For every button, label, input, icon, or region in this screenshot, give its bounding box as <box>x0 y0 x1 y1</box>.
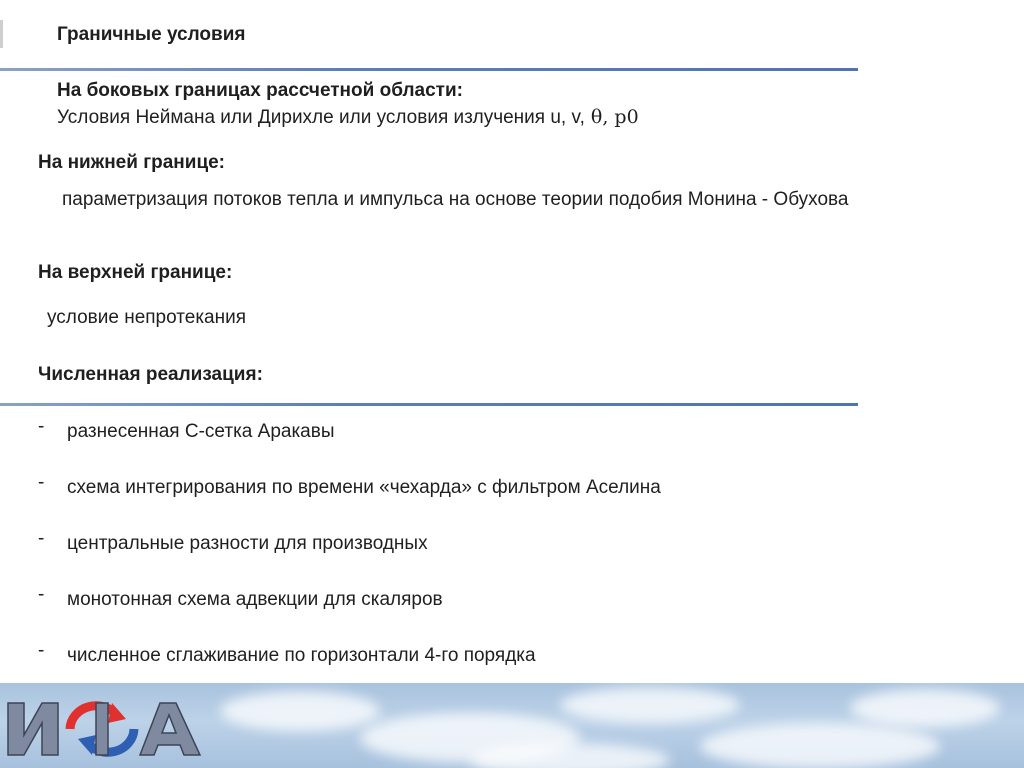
lateral-symbols: θ, p0 <box>584 106 639 128</box>
cloud <box>560 687 740 723</box>
slide-title: Граничные условия <box>57 24 246 45</box>
footer-banner <box>0 683 1024 768</box>
cloud <box>470 743 670 768</box>
bullet-marker: - <box>38 640 45 661</box>
lateral-heading: На боковых границах рассчетной области: <box>57 80 463 101</box>
cloud <box>700 723 940 768</box>
lateral-text: Условия Неймана или Дирихле или условия излучения u, v, <box>57 107 585 128</box>
list-item: схема интегрирования по времени «чехарда» с фильтром Аселина <box>67 477 661 498</box>
title-divider <box>0 68 858 71</box>
logo-letter-i <box>8 703 58 755</box>
numeric-heading: Численная реализация: <box>38 364 263 385</box>
logo-letter-a <box>140 703 200 755</box>
list-item: разнесенная С-сетка Аракавы <box>67 421 335 442</box>
list-item: монотонная схема адвекции для скаляров <box>67 589 443 610</box>
top-text: условие непротекания <box>47 307 247 328</box>
logo-arrows-icon <box>70 703 134 755</box>
bottom-text: параметризация потоков тепла и импульса на основе теории подобия Монина - Обухова <box>62 189 849 210</box>
list-item: центральные разности для производных <box>67 533 428 554</box>
institute-logo <box>0 683 215 768</box>
bullet-marker: - <box>38 472 45 493</box>
top-heading: На верхней границе: <box>38 262 233 283</box>
corner-mark <box>0 20 3 48</box>
list-item: численное сглаживание по горизонтали 4-го порядка <box>67 645 536 666</box>
bullet-marker: - <box>38 416 45 437</box>
bottom-heading: На нижней границе: <box>38 152 226 173</box>
bullet-marker: - <box>38 584 45 605</box>
lateral-text-line <box>57 106 639 129</box>
cloud <box>850 689 1000 727</box>
cloud <box>220 691 380 731</box>
numeric-divider <box>0 403 858 406</box>
bullet-marker: - <box>38 528 45 549</box>
